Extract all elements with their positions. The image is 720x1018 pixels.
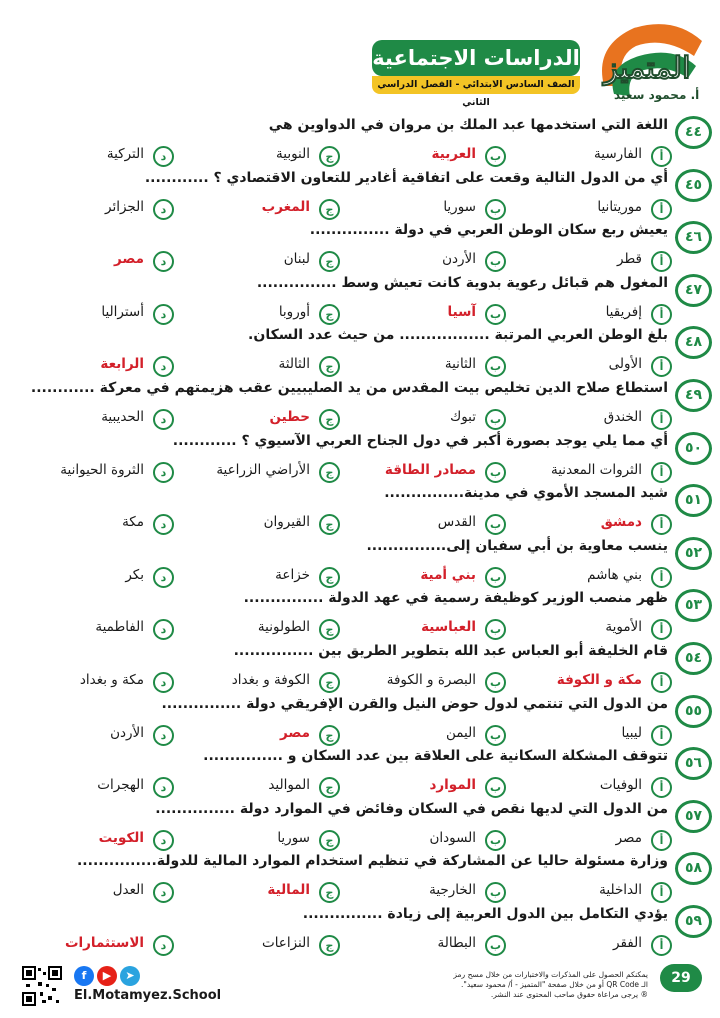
option-letter: ج [319, 725, 340, 746]
option-text: مصادر الطاقة [384, 461, 476, 478]
option-text: الجزائر [105, 198, 144, 215]
page-footer [0, 958, 720, 1018]
option-letter: ج [319, 304, 340, 325]
question-text: تتوقف المشكلة السكانية على العلاقة بين عدد السكان و ............... [203, 748, 668, 765]
option-letter: ب [485, 725, 506, 746]
option-letter: د [153, 356, 174, 377]
option-letter: أ [651, 146, 672, 167]
question-number: ٤٤ [675, 116, 712, 149]
option-text: مكة [122, 514, 144, 531]
option-text: أوروبا [278, 303, 310, 320]
option-text: المغرب [261, 198, 310, 215]
option-text: البصرة و الكوفة [386, 672, 476, 688]
option-text: الأردن [110, 724, 144, 741]
option-letter: ج [319, 830, 340, 851]
option-letter: د [153, 514, 174, 535]
option-letter: ج [319, 462, 340, 483]
option-text: الاستثمارات [64, 935, 144, 951]
option-text: الثروات المعدنية [551, 461, 642, 478]
option-text: الثروة الحيوانية [60, 461, 144, 478]
option-text: الخندق [603, 409, 642, 425]
option-letter: ب [485, 619, 506, 640]
option-text: ليبيا [621, 724, 642, 741]
question-text: يعيش ربع سكان الوطن العربي في دولة ............... [309, 222, 668, 239]
option-text: الفاطمية [95, 619, 144, 636]
question-text: ينسب معاوية بن أبي سفيان إلى............... [366, 537, 668, 554]
option-letter: د [153, 882, 174, 903]
option-letter: ب [485, 199, 506, 220]
option-letter: د [153, 409, 174, 430]
question-item [8, 217, 712, 274]
option-text: العباسية [421, 619, 476, 636]
option-text: العربية [431, 146, 476, 162]
question-text: شيد المسجد الأموي في مدينة............... [384, 485, 668, 502]
option-letter: د [153, 777, 174, 798]
question-item [8, 901, 712, 958]
option-letter: ج [319, 777, 340, 798]
option-text: الوفيات [599, 777, 642, 794]
option-letter: أ [651, 409, 672, 430]
option-letter: د [153, 462, 174, 483]
option-letter: أ [651, 672, 672, 693]
option-text: قطر [617, 251, 642, 268]
option-text: الفقر [613, 935, 642, 951]
option-text: الموارد [429, 777, 476, 794]
question-text: من الدول التي لديها نقص في السكان وفائض في الموارد دولة ............... [155, 800, 668, 817]
answer-options [8, 933, 672, 957]
option-text: أستراليا [101, 303, 144, 320]
option-letter: ج [319, 935, 340, 956]
question-text: من الدول التي تنتمي لدول حوض النيل والقرن الإفريقي دولة ............... [161, 695, 668, 712]
question-text: المغول هم قبائل رعوية بدوية كانت تعيش وسط ............... [256, 274, 668, 291]
answer-option[interactable] [174, 933, 340, 957]
question-text: بلغ الوطن العربي المرتبة ................. من حيث عدد السكان. [248, 327, 668, 344]
facebook-icon[interactable]: f [74, 966, 94, 986]
option-text: دمشق [600, 514, 642, 531]
question-item [8, 270, 712, 327]
option-text: بكر [125, 566, 144, 583]
option-text: القدس [437, 514, 476, 531]
option-letter: ب [485, 882, 506, 903]
question-text: أي من الدول التالية وقعت على اتفاقية أغادير للتعاون الاقتصادي ؟ ............ [144, 169, 668, 186]
question-item [8, 375, 712, 432]
option-letter: أ [651, 514, 672, 535]
question-number: ٤٩ [675, 379, 712, 412]
question-number: ٤٨ [675, 326, 712, 359]
question-number: ٥٩ [675, 905, 712, 938]
question-text: وزارة مسئولة حاليا عن المشاركة في تنظيم استخدام الموارد المالية للدولة............... [76, 853, 668, 870]
option-letter: د [153, 619, 174, 640]
option-text: مكة و بغداد [79, 672, 144, 688]
question-number: ٤٥ [675, 169, 712, 202]
footer-note: يمكنكم الحصول على المذكرات والاختبارات من خلال مسح رمز الـ QR Code أو من خلال صفحة "المتميز - أ/ محمود سعيد". ® يرجى مراعاة حقوق صاحب المحتوى عند النشر. [453, 970, 648, 999]
option-letter: د [153, 830, 174, 851]
question-item [8, 691, 712, 748]
option-text: النوبية [276, 146, 310, 162]
option-text: البطالة [437, 935, 476, 951]
option-text: الثانية [444, 356, 476, 373]
option-letter: د [153, 725, 174, 746]
option-letter: د [153, 251, 174, 272]
option-letter: ب [485, 830, 506, 851]
question-item [8, 533, 712, 590]
option-letter: ب [485, 251, 506, 272]
option-letter: أ [651, 935, 672, 956]
option-letter: ج [319, 567, 340, 588]
option-letter: ب [485, 672, 506, 693]
page-subtitle: الصف السادس الابتدائي - الفصل الدراسي الثاني [372, 76, 580, 94]
option-letter: د [153, 304, 174, 325]
question-number: ٥٧ [675, 800, 712, 833]
question-item [8, 638, 712, 695]
option-letter: ج [319, 356, 340, 377]
option-text: الأولى [608, 356, 642, 373]
question-text: يؤدي التكامل بين الدول العربية إلى زيادة ............... [302, 906, 668, 922]
option-letter: ج [319, 672, 340, 693]
option-text: إفريقيا [605, 303, 642, 320]
option-text: المواليد [268, 777, 310, 794]
option-text: الكوفة و بغداد [231, 672, 310, 688]
option-letter: د [153, 935, 174, 956]
option-text: بني هاشم [587, 566, 642, 583]
option-text: الأردن [442, 251, 476, 268]
option-letter: ب [485, 935, 506, 956]
option-text: سوريا [277, 829, 310, 846]
question-number: ٥٦ [675, 747, 712, 780]
option-letter: ج [319, 882, 340, 903]
question-item [8, 848, 712, 905]
option-text: التركية [106, 146, 144, 162]
option-letter: د [153, 567, 174, 588]
question-number: ٥٨ [675, 852, 712, 885]
youtube-icon[interactable]: ▶ [97, 966, 117, 986]
option-letter: ج [319, 619, 340, 640]
option-text: مصر [279, 724, 310, 741]
option-letter: أ [651, 462, 672, 483]
page-header [0, 0, 720, 112]
option-text: الحديبية [101, 409, 144, 425]
question-item [8, 112, 712, 169]
option-text: الطولونية [257, 619, 310, 636]
question-number: ٥٠ [675, 432, 712, 465]
option-text: الخارجية [429, 882, 476, 899]
option-letter: ج [319, 514, 340, 535]
question-text: استطاع صلاح الدين تخليص بيت المقدس من يد الصليبيين عقب هزيمتهم في معركة ............ [30, 380, 668, 396]
option-letter: أ [651, 199, 672, 220]
option-letter: أ [651, 882, 672, 903]
page-title: الدراسات الاجتماعية [372, 40, 580, 76]
option-letter: د [153, 672, 174, 693]
option-text: اليمن [445, 724, 476, 741]
option-text: الهجرات [97, 777, 144, 794]
option-letter: أ [651, 830, 672, 851]
option-letter: ب [485, 304, 506, 325]
option-letter: ب [485, 356, 506, 377]
option-text: الثالثة [278, 356, 310, 373]
question-number: ٥٢ [675, 537, 712, 570]
option-letter: ب [485, 146, 506, 167]
page-number: 29 [660, 964, 702, 992]
option-letter: ج [319, 409, 340, 430]
option-text: الرابعة [100, 356, 144, 373]
website-link[interactable]: El.Motamyez.School [74, 988, 222, 1003]
option-text: القيروان [263, 514, 310, 531]
option-text: الكويت [98, 829, 144, 846]
option-letter: أ [651, 304, 672, 325]
option-letter: أ [651, 567, 672, 588]
option-text: تبوك [450, 409, 476, 425]
question-text: أي مما يلي يوجد بصورة أكبر في دول الجناح العربي الآسيوي ؟ ............ [172, 432, 668, 449]
option-text: بني أمية [420, 566, 476, 583]
answer-option[interactable] [340, 933, 506, 957]
option-letter: ب [485, 462, 506, 483]
option-text: مصر [615, 829, 642, 846]
question-text: ظهر منصب الوزير كوظيفة رسمية في عهد الدولة ............... [243, 590, 668, 607]
question-item [8, 322, 712, 379]
option-letter: ج [319, 146, 340, 167]
option-text: النزاعات [261, 935, 310, 951]
option-letter: أ [651, 725, 672, 746]
question-number: ٤٦ [675, 221, 712, 254]
option-letter: أ [651, 356, 672, 377]
option-letter: أ [651, 251, 672, 272]
telegram-icon[interactable]: ➤ [120, 966, 140, 986]
option-letter: ج [319, 199, 340, 220]
option-letter: ب [485, 567, 506, 588]
option-text: سوريا [443, 198, 476, 215]
option-text: العدل [112, 882, 144, 899]
question-item [8, 743, 712, 800]
option-text: مكة و الكوفة [556, 672, 642, 688]
option-letter: أ [651, 619, 672, 640]
question-item [8, 480, 712, 537]
answer-option[interactable] [506, 933, 672, 957]
option-text: الأراضي الزراعية [216, 461, 310, 478]
question-text: اللغة التي استخدمها عبد الملك بن مروان في الدواوين هي [268, 117, 668, 133]
option-letter: ب [485, 409, 506, 430]
option-text: المالية [267, 882, 310, 899]
option-letter: أ [651, 777, 672, 798]
question-item [8, 796, 712, 853]
question-number: ٥٤ [675, 642, 712, 675]
option-text: السودان [429, 829, 476, 846]
question-item [8, 585, 712, 642]
option-letter: ب [485, 514, 506, 535]
social-links [74, 964, 143, 986]
question-text: قام الخليفة أبو العباس عبد الله بتطوير الطريق بين ............... [233, 643, 668, 659]
option-letter: د [153, 199, 174, 220]
option-text: موريتانيا [597, 198, 642, 215]
option-letter: ج [319, 251, 340, 272]
question-item [8, 428, 712, 485]
answer-option-correct[interactable] [8, 933, 174, 957]
question-number: ٤٧ [675, 274, 712, 307]
option-text: آسيا [447, 303, 476, 320]
svg-text:المتميز: المتميز [603, 51, 691, 86]
option-letter: د [153, 146, 174, 167]
option-text: الفارسية [594, 146, 642, 162]
question-number: ٥١ [675, 484, 712, 517]
option-text: الداخلية [599, 882, 642, 899]
option-text: الأموية [605, 619, 642, 636]
question-number: ٥٣ [675, 589, 712, 622]
author-name: أ. محمود سعيد [614, 88, 700, 102]
qr-code-icon[interactable] [22, 966, 62, 1006]
option-letter: ب [485, 777, 506, 798]
option-text: خزاعة [275, 566, 310, 583]
question-number: ٥٥ [675, 695, 712, 728]
question-item [8, 165, 712, 222]
option-text: مصر [113, 251, 144, 268]
option-text: حطين [269, 409, 310, 425]
option-text: لبنان [283, 251, 310, 268]
